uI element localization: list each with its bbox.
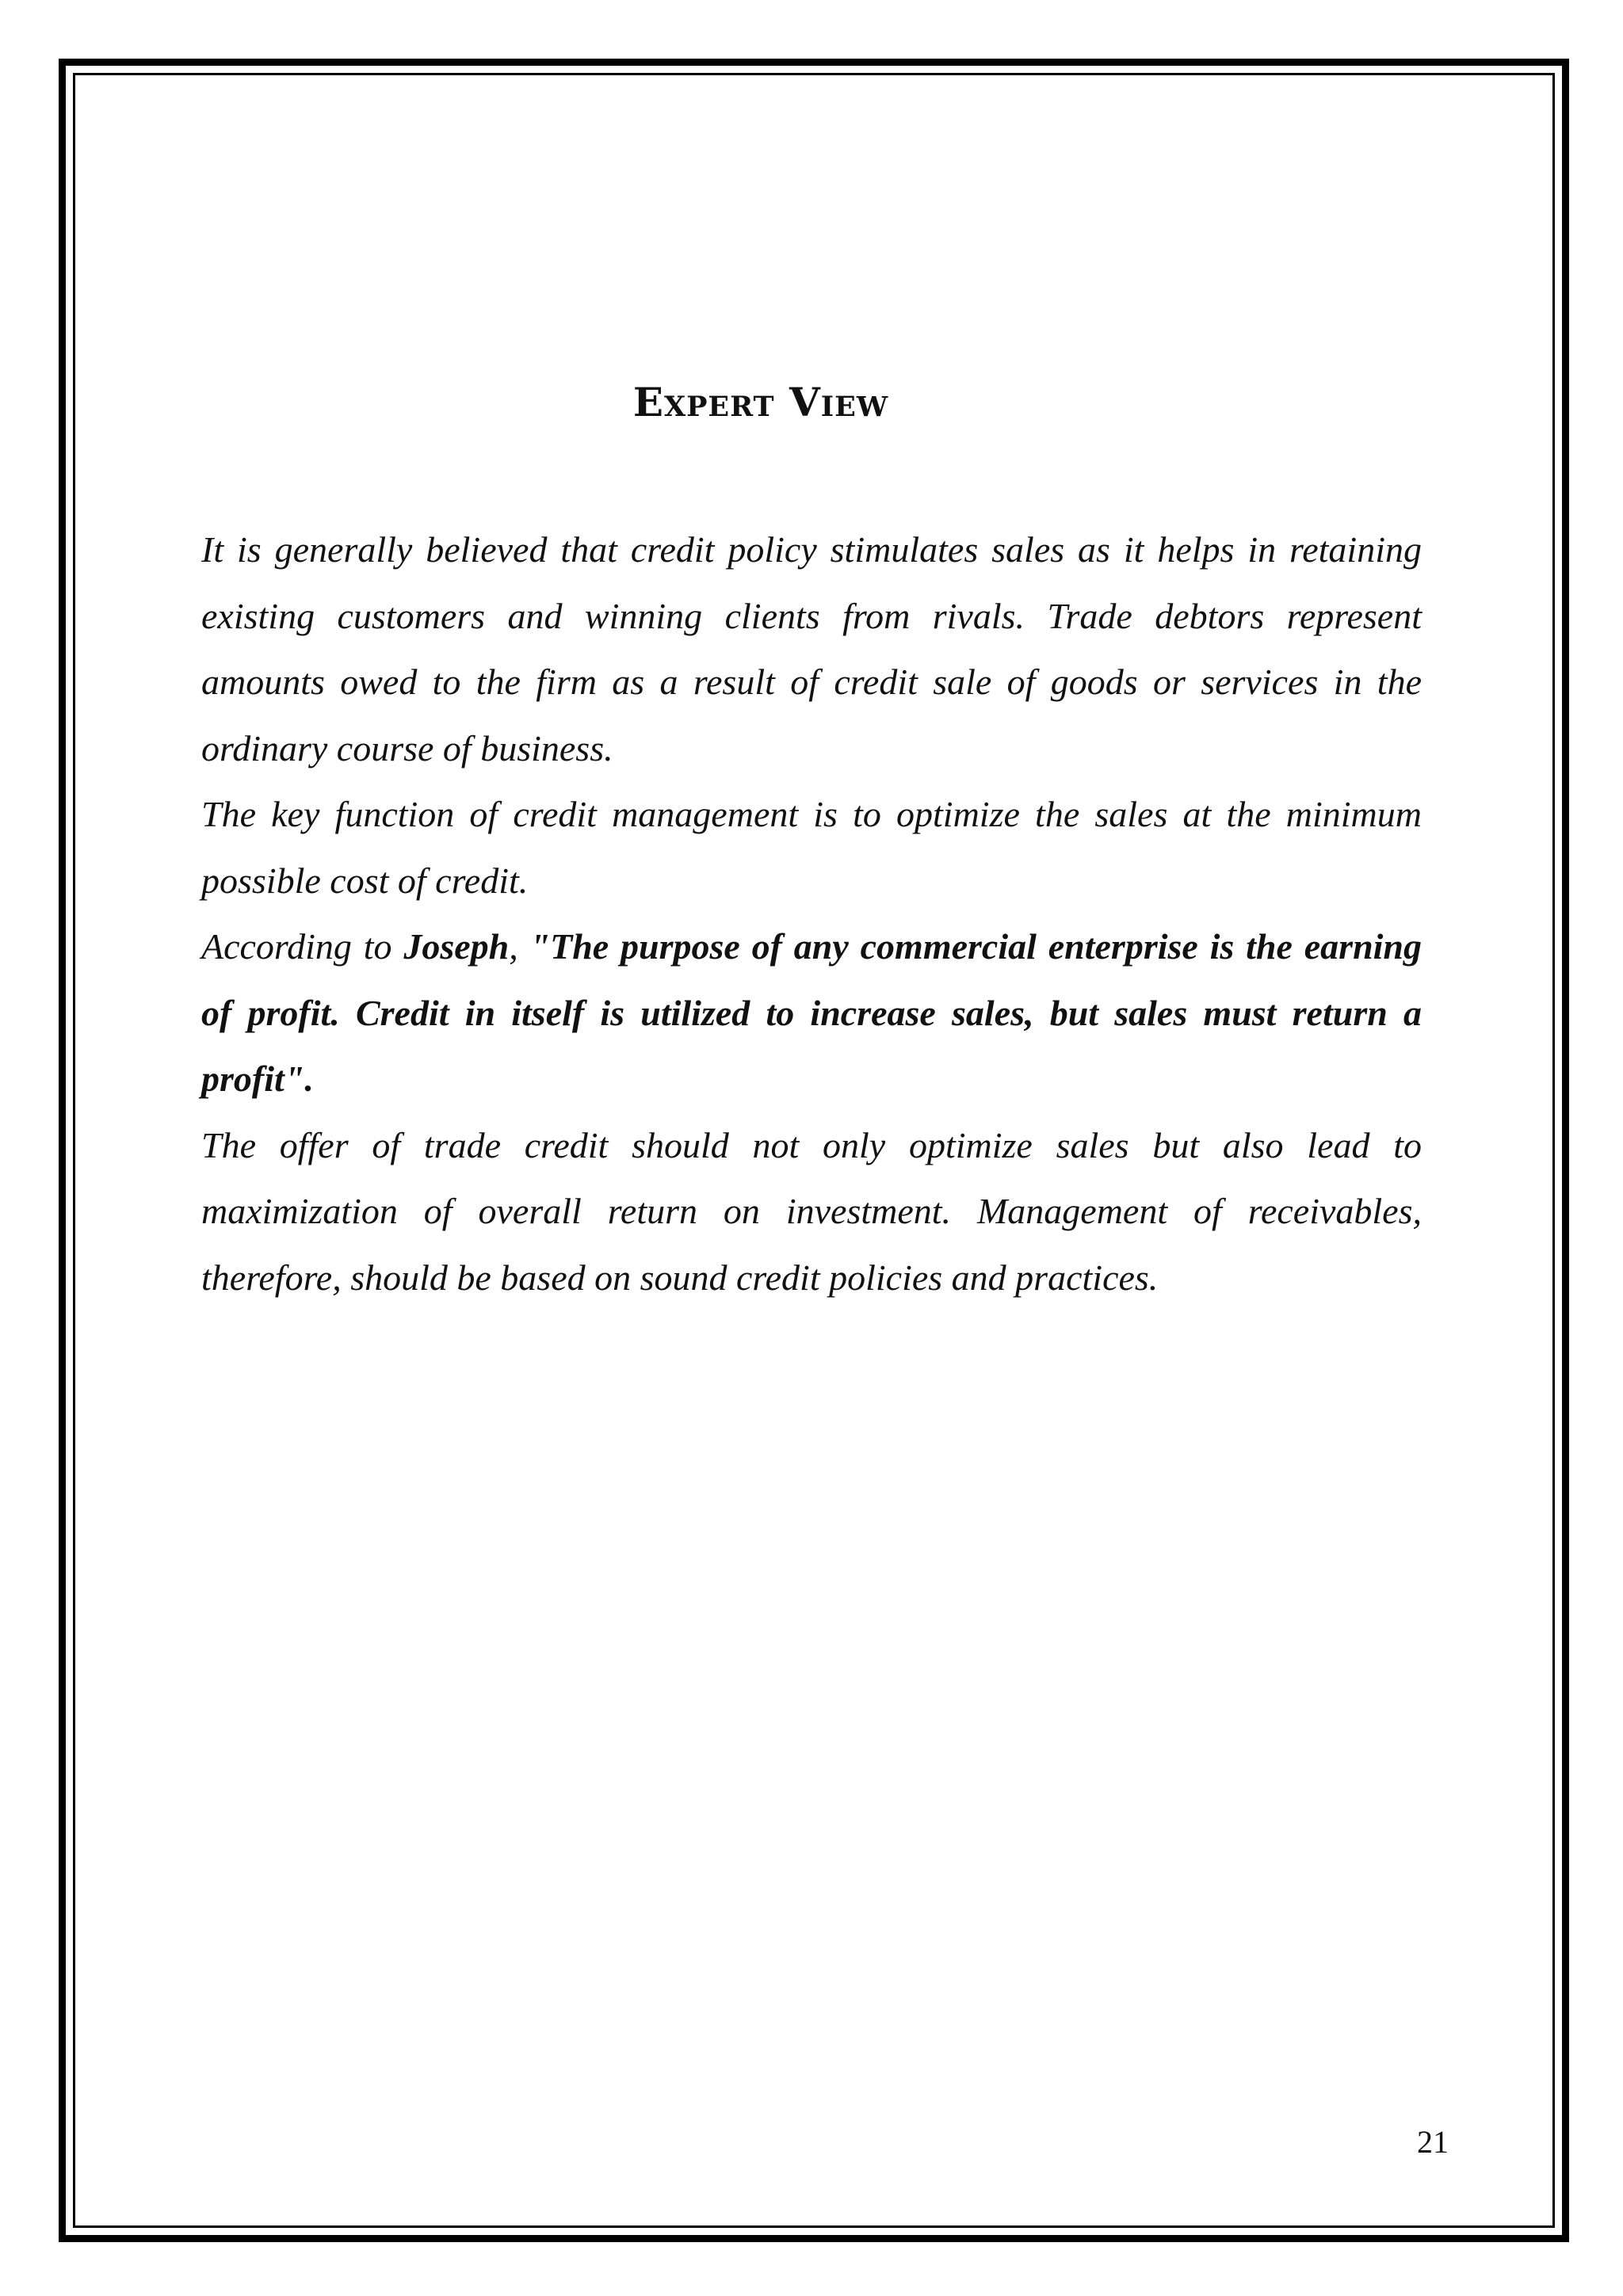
page-title: Expert View <box>632 379 889 425</box>
quote-lead: According to <box>201 926 404 967</box>
quote-text: "The purpose of any commercial enterprise is the earning of profit. Credit in itself is utilized to increase sales, but sales must return a profit". <box>201 926 1423 1099</box>
paragraph-joseph-quote <box>201 913 1422 1112</box>
paragraph-credit-management: The key function of credit management is to optimize the sales at the minimum possible cost of credit. <box>201 794 1422 901</box>
quote-author: Joseph <box>403 926 510 967</box>
body-text <box>201 517 1422 1310</box>
paragraph-credit-policy: It is generally believed that credit policy stimulates sales as it helps in retaining existing customers and winning clients from rivals. Trade debtors represent amounts owed to the firm as a result of credit sale of goods or services in the ordinary course of business. <box>201 529 1422 769</box>
quote-separator: , <box>509 926 530 967</box>
page-number: 21 <box>1417 2124 1449 2160</box>
paragraph-trade-credit: The offer of trade credit should not only optimize sales but also lead to maximization of overall return on investment. Management of receivables, therefore, should be based on sound credit policies and practices. <box>201 1124 1422 1298</box>
